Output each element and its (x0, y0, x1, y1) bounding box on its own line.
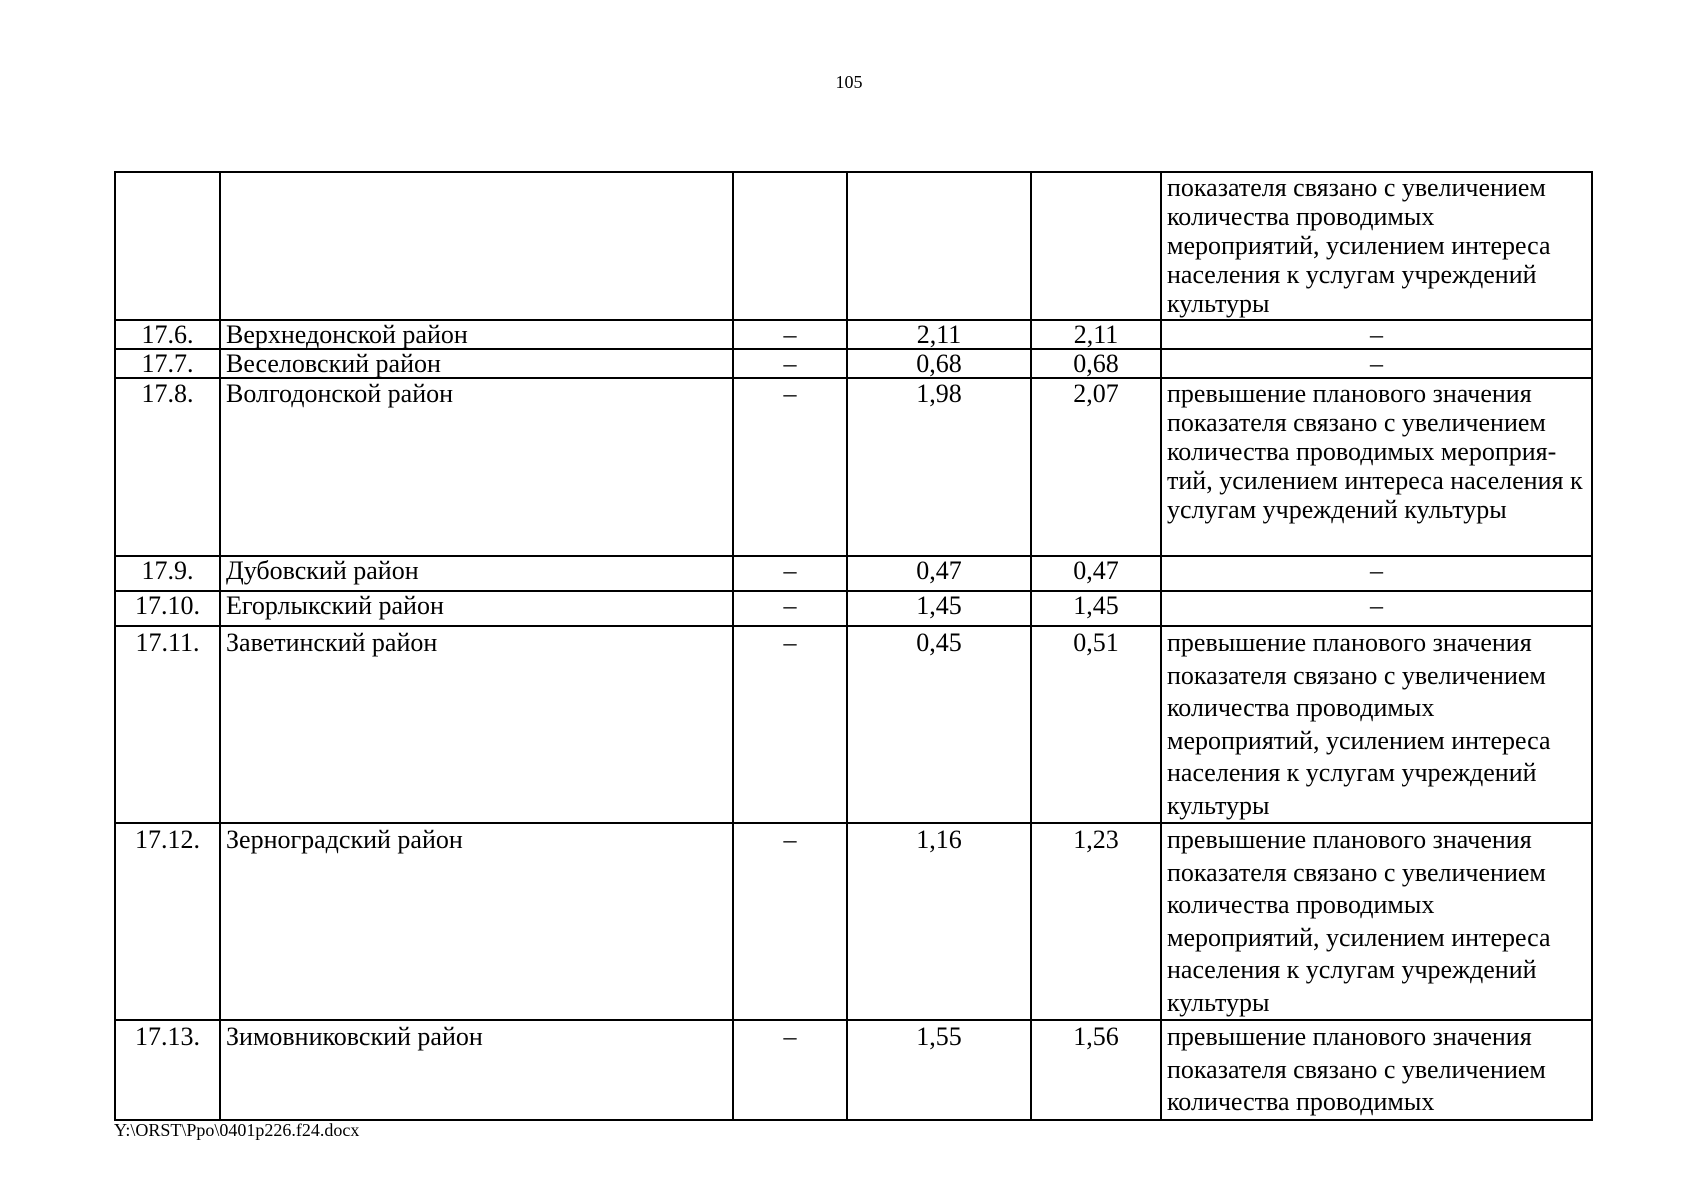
table-row (115, 556, 1592, 591)
table-row (115, 626, 1592, 823)
row-number: 17.13. (115, 1020, 220, 1120)
district-name: Заветинский район (220, 626, 733, 823)
value-2: 1,23 (1031, 823, 1161, 1020)
district-name: Дубовский район (220, 556, 733, 591)
row-number: 17.7. (115, 349, 220, 378)
value-1: 0,47 (847, 556, 1031, 591)
plan-value: – (733, 320, 847, 349)
note-cell: превышение планового значения показателя связано с увеличением количества проводимых (1161, 1020, 1592, 1120)
note-cell: – (1161, 591, 1592, 626)
value-2: 0,68 (1031, 349, 1161, 378)
note-cell: – (1161, 556, 1592, 591)
row-number: 17.6. (115, 320, 220, 349)
row-number: 17.10. (115, 591, 220, 626)
plan-value: – (733, 1020, 847, 1120)
district-name: Веселовский район (220, 349, 733, 378)
plan-value: – (733, 823, 847, 1020)
row-number: 17.12. (115, 823, 220, 1020)
district-name: Волгодонской район (220, 378, 733, 556)
value-2: 1,45 (1031, 591, 1161, 626)
table-row (115, 172, 1592, 320)
row-number: 17.9. (115, 556, 220, 591)
table-row (115, 378, 1592, 556)
plan-value: – (733, 378, 847, 556)
page-number: 105 (835, 72, 863, 92)
value-1: 0,68 (847, 349, 1031, 378)
value-2 (1031, 172, 1161, 320)
row-number: 17.11. (115, 626, 220, 823)
plan-value: – (733, 556, 847, 591)
district-name: Верхнедонской район (220, 320, 733, 349)
district-name (220, 172, 733, 320)
value-2: 0,47 (1031, 556, 1161, 591)
plan-value: – (733, 349, 847, 378)
table-row (115, 1020, 1592, 1120)
value-1: 1,45 (847, 591, 1031, 626)
table-row (115, 349, 1592, 378)
value-1: 2,11 (847, 320, 1031, 349)
report-table (114, 171, 1593, 1121)
plan-value: – (733, 626, 847, 823)
table-row (115, 591, 1592, 626)
note-cell: превышение планового значения показателя связано с увеличением количества проводимых мероприятий, усилением интереса населения к услугам учреждений культуры (1161, 626, 1592, 823)
value-1 (847, 172, 1031, 320)
row-number: 17.8. (115, 378, 220, 556)
table-row (115, 320, 1592, 349)
value-1: 1,55 (847, 1020, 1031, 1120)
note-cell: превышение планового значения показателя связано с увеличением количества проводимых мероприятий, усилением интереса населения к услугам учреждений культуры (1161, 823, 1592, 1020)
row-number (115, 172, 220, 320)
note-cell: превышение планового значения показателя связано с увеличением количества проводимых мероприя-тий, усилением интереса населения к услугам учреждений культуры (1161, 378, 1592, 556)
note-cell: – (1161, 349, 1592, 378)
plan-value (733, 172, 847, 320)
plan-value: – (733, 591, 847, 626)
note-cell: – (1161, 320, 1592, 349)
district-name: Зимовниковский район (220, 1020, 733, 1120)
table-row (115, 823, 1592, 1020)
value-2: 2,11 (1031, 320, 1161, 349)
district-name: Зерноградский район (220, 823, 733, 1020)
file-path-footer: Y:\ORST\Ppo\0401p226.f24.docx (114, 1120, 360, 1140)
value-1: 1,16 (847, 823, 1031, 1020)
value-2: 1,56 (1031, 1020, 1161, 1120)
note-cell: показателя связано с увеличением количества проводимых мероприятий, усилением интереса населения к услугам учреждений культуры (1161, 172, 1592, 320)
value-1: 0,45 (847, 626, 1031, 823)
value-2: 0,51 (1031, 626, 1161, 823)
value-1: 1,98 (847, 378, 1031, 556)
value-2: 2,07 (1031, 378, 1161, 556)
district-name: Егорлыкский район (220, 591, 733, 626)
